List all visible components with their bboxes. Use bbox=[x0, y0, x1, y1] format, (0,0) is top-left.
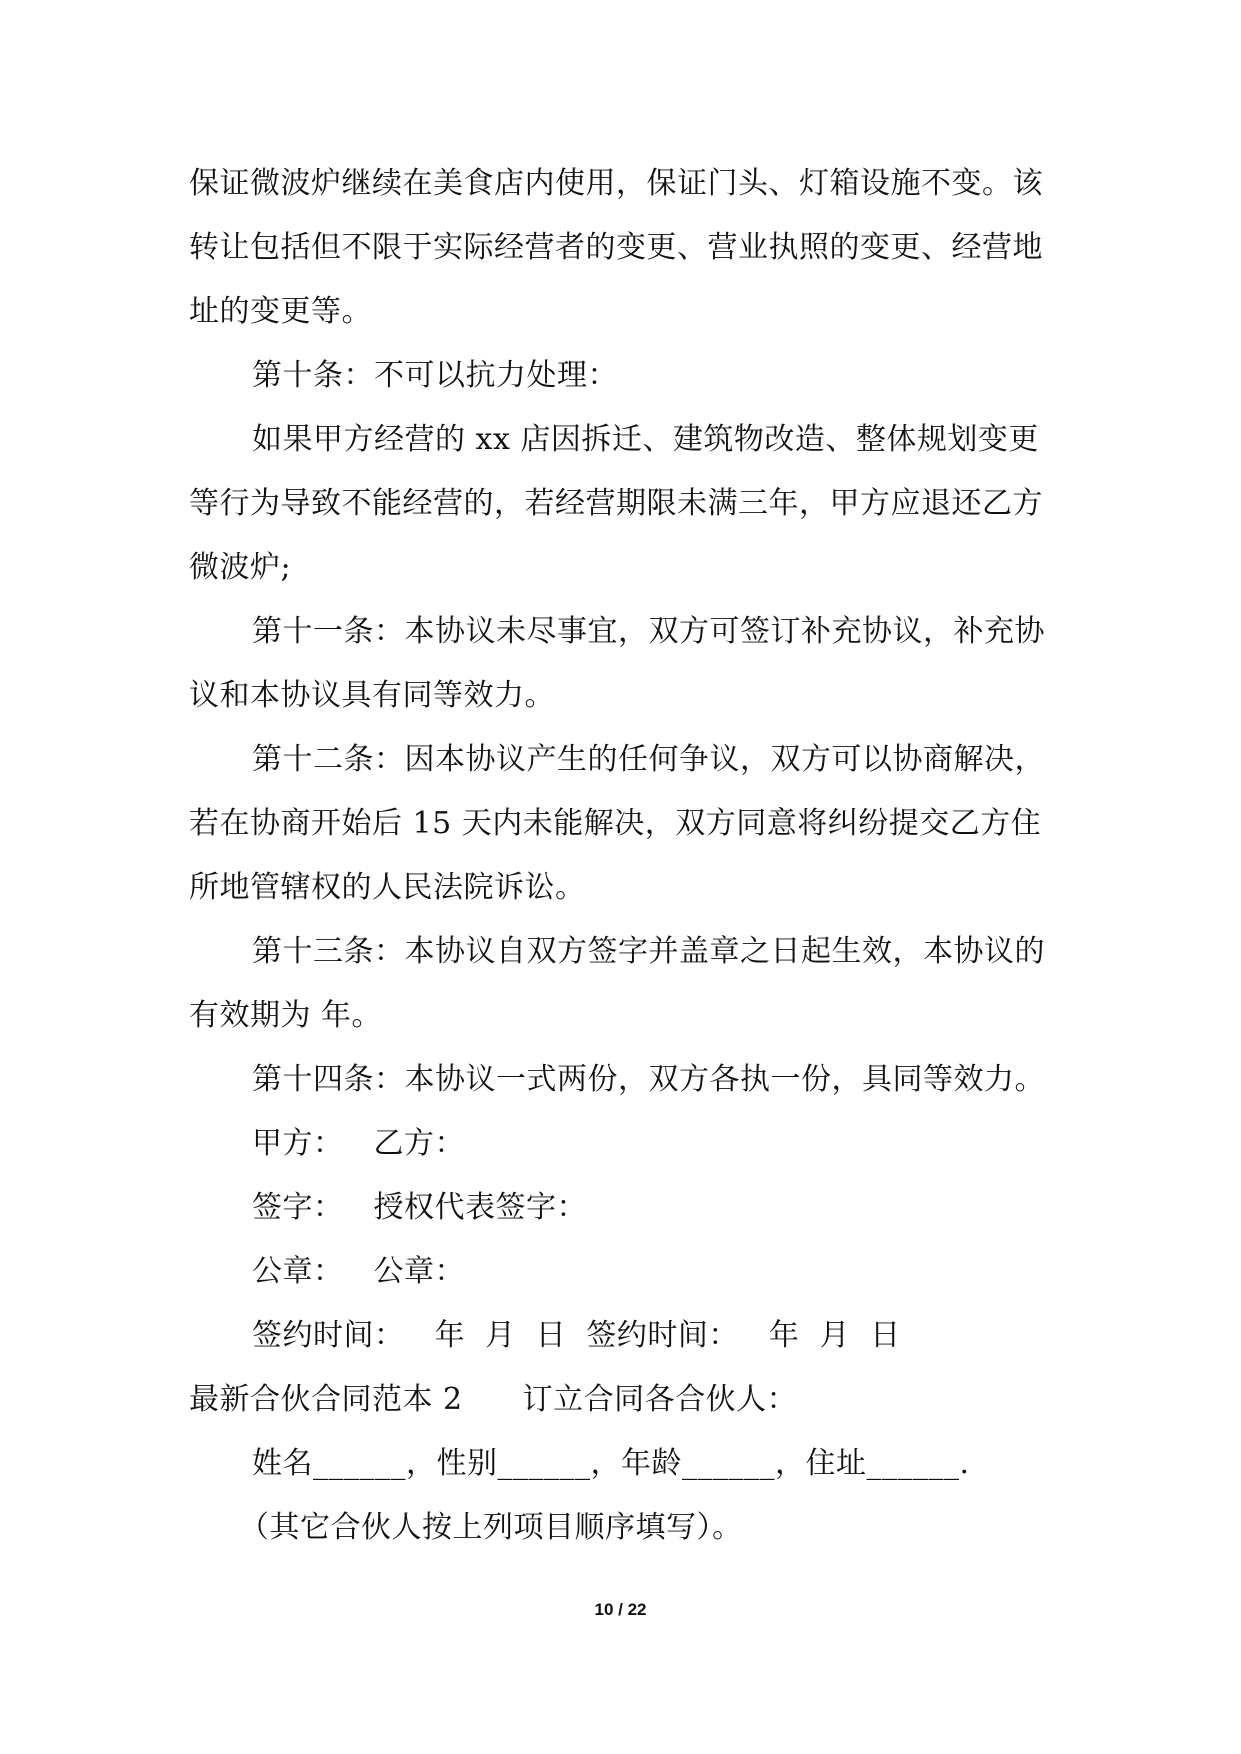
text-line: 等行为导致不能经营的，若经营期限未满三年，甲方应退还乙方 bbox=[189, 486, 1043, 521]
text-line: 转让包括但不限于实际经营者的变更、营业执照的变更、经营地 bbox=[189, 230, 1043, 265]
section-2-title: 最新合伙合同范本 2 bbox=[189, 1382, 463, 1417]
article-10-heading bbox=[189, 344, 1069, 408]
signature-block bbox=[189, 1112, 1069, 1368]
partner-fields-line: 姓名______，性别______，年龄______，住址______. bbox=[252, 1446, 970, 1481]
text-line: 第十一条：本协议未尽事宜，双方可签订补充协议，补充协 bbox=[252, 614, 1045, 649]
section-2-title-row bbox=[189, 1368, 1069, 1432]
text-line: 有效期为 年。 bbox=[189, 998, 383, 1033]
article-12 bbox=[189, 728, 1069, 920]
text-line: 第十三条：本协议自双方签字并盖章之日起生效，本协议的 bbox=[252, 934, 1045, 969]
party-a-label: 甲方： bbox=[252, 1126, 344, 1161]
party-row bbox=[189, 1112, 1069, 1176]
paragraph-transfer-continued bbox=[189, 152, 1069, 344]
article-11 bbox=[189, 600, 1069, 728]
page-number: 10 / 22 bbox=[594, 1600, 647, 1619]
text-line: 第十四条：本协议一式两份，双方各执一份，具同等效力。 bbox=[252, 1062, 1045, 1097]
partner-note: （其它合伙人按上列项目顺序填写）。 bbox=[239, 1510, 743, 1545]
signature-row bbox=[189, 1176, 1069, 1240]
text-line: 若在协商开始后 15 天内未能解决，双方同意将纠纷提交乙方住 bbox=[189, 806, 1042, 841]
section-2 bbox=[189, 1368, 1069, 1560]
text-line: 第十二条：因本协议产生的任何争议，双方可以协商解决， bbox=[252, 742, 1045, 777]
seal-b-label: 公章： bbox=[373, 1254, 465, 1289]
text-line: 议和本协议具有同等效力。 bbox=[189, 678, 555, 713]
paragraph-force-majeure bbox=[189, 408, 1069, 600]
text-line: 所地管辖权的人民法院诉讼。 bbox=[189, 870, 586, 905]
seal-a-label: 公章： bbox=[252, 1254, 344, 1289]
document-body bbox=[189, 152, 1069, 1560]
text-line: 第十条：不可以抗力处理： bbox=[252, 358, 618, 393]
seal-row bbox=[189, 1240, 1069, 1304]
article-13 bbox=[189, 920, 1069, 1048]
signing-date-row: 签约时间： 年 月 日 签约时间： 年 月 日 bbox=[252, 1318, 901, 1353]
article-14 bbox=[189, 1048, 1069, 1112]
section-2-subtitle: 订立合同各合伙人： bbox=[522, 1382, 798, 1417]
text-line: 微波炉; bbox=[189, 550, 292, 585]
sign-a-label: 签字： bbox=[252, 1190, 344, 1225]
text-line: 保证微波炉继续在美食店内使用，保证门头、灯箱设施不变。该 bbox=[189, 166, 1043, 201]
text-line: 如果甲方经营的 xx 店因拆迁、建筑物改造、整体规划变更 bbox=[252, 422, 1039, 457]
party-b-label: 乙方： bbox=[373, 1126, 465, 1161]
sign-b-label: 授权代表签字： bbox=[373, 1190, 587, 1225]
text-line: 址的变更等。 bbox=[189, 294, 372, 329]
